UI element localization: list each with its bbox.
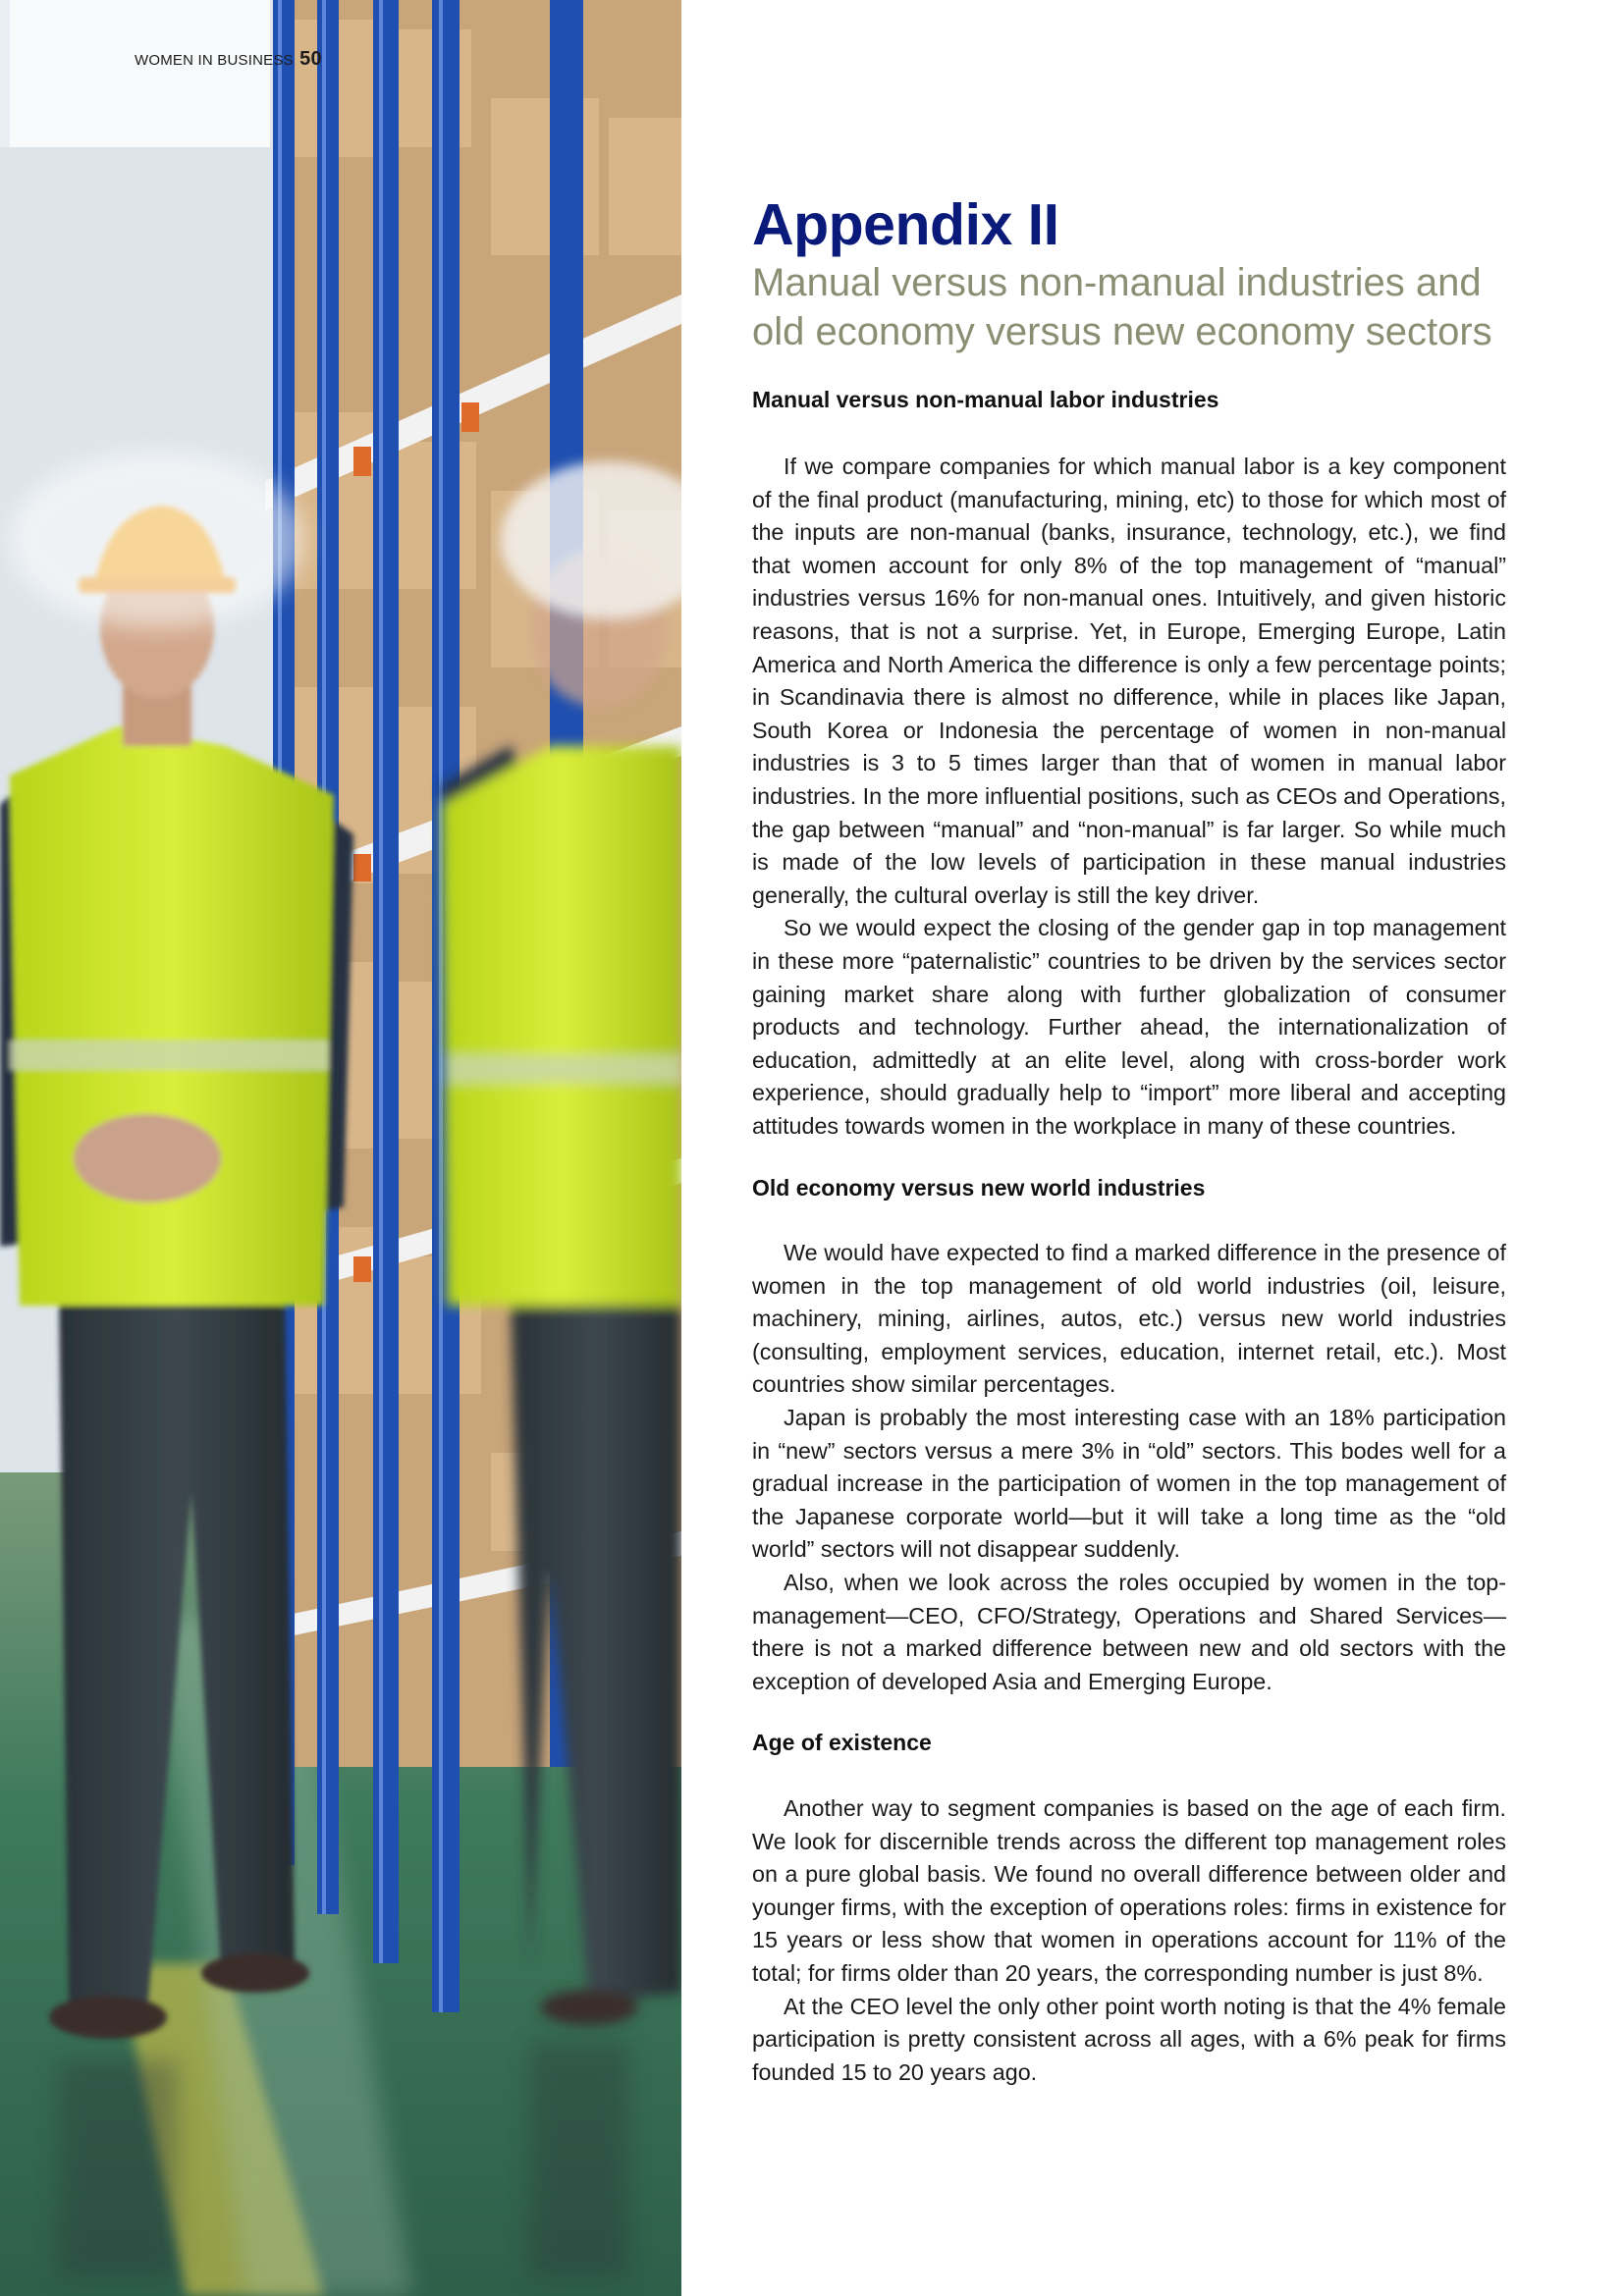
paragraph: We would have expected to find a marked difference in the presence of women in the top management of old world industries (oil, leisure, machinery, mining, airlines, autos, etc.) versus new world industries (consulting, employment services, education, internet retail, etc.). Most countries show similar percentages. — [752, 1240, 1506, 1398]
running-header — [135, 48, 322, 71]
section-body-manual-labor — [752, 451, 1506, 1143]
paragraph: Japan is probably the most interesting case with an 18% participation in “new” sectors versus a mere 3% in “old” sectors. This bodes well for a gradual increase in the participation of women in the top management of the Japanese corporate world—but it will take a long time as the “old world” sectors will not disappear suddenly. — [752, 1404, 1506, 1563]
section-body-age-of-existence — [752, 1792, 1506, 2089]
paragraph: So we would expect the closing of the gender gap in top management in these more “paternalistic” countries to be driven by the services sector gaining market share along with further globalization of consumer products and technology. Further ahead, the internationalization of education, admittedly at an elite level, along with cross-border work experience, should gradually help to “import” more liberal and accepting attitudes towards women in the workplace in many of these countries. — [752, 915, 1506, 1139]
page-subtitle: Manual versus non-manual industries and old economy versus new economy sectors — [752, 261, 1492, 353]
page-title: Appendix II — [752, 192, 1059, 257]
section-heading-age-of-existence: Age of existence — [752, 1730, 932, 1755]
warehouse-photo — [0, 0, 681, 2296]
paragraph: At the CEO level the only other point worth noting is that the 4% female participation is pretty consistent across all ages, with a 6% peak for firms founded 15 to 20 years ago. — [752, 1993, 1506, 2085]
section-heading-manual-labor: Manual versus non-manual labor industries — [752, 387, 1219, 412]
section-body-old-economy — [752, 1237, 1506, 1698]
paragraph: Also, when we look across the roles occupied by women in the top-management—CEO, CFO/Strategy, Operations and Shared Services—there is not a marked difference between new and old sectors with the exception of developed Asia and Emerging Europe. — [752, 1569, 1506, 1694]
page-number: 50 — [299, 48, 322, 70]
paragraph: Another way to segment companies is based on the age of each firm. We look for discernible trends across the different top management roles on a pure global basis. We found no overall difference between older and younger firms, with the exception of operations roles: firms in existence for 15 years or less show that women in operations account for 11% of the total; for firms older than 20 years, the corresponding number is just 8%. — [752, 1795, 1506, 1986]
paragraph: If we compare companies for which manual labor is a key component of the final product (manufacturing, mining, etc) to those for which most of the inputs are non-manual (banks, insurance, technology, etc.), we find that women account for only 8% of the top management of “manual” industries versus 16% for non-manual ones. Intuitively, and given historic reasons, that is not a surprise. Yet, in Europe, Emerging Europe, Latin America and North America the difference is only a few percentage points; in Scandinavia there is almost no difference, while in places like Japan, South Korea or Indonesia the percentage of women in non-manual industries is 3 to 5 times larger than that of women in manual labor industries. In the more influential positions, such as CEOs and Operations, the gap between “manual” and “non-manual” is far larger. So while much is made of the low levels of participation in these manual industries generally, the cultural overlay is still the key driver. — [752, 454, 1506, 908]
running-title: WOMEN IN BUSINESS — [135, 52, 294, 69]
section-heading-old-economy: Old economy versus new world industries — [752, 1175, 1206, 1201]
